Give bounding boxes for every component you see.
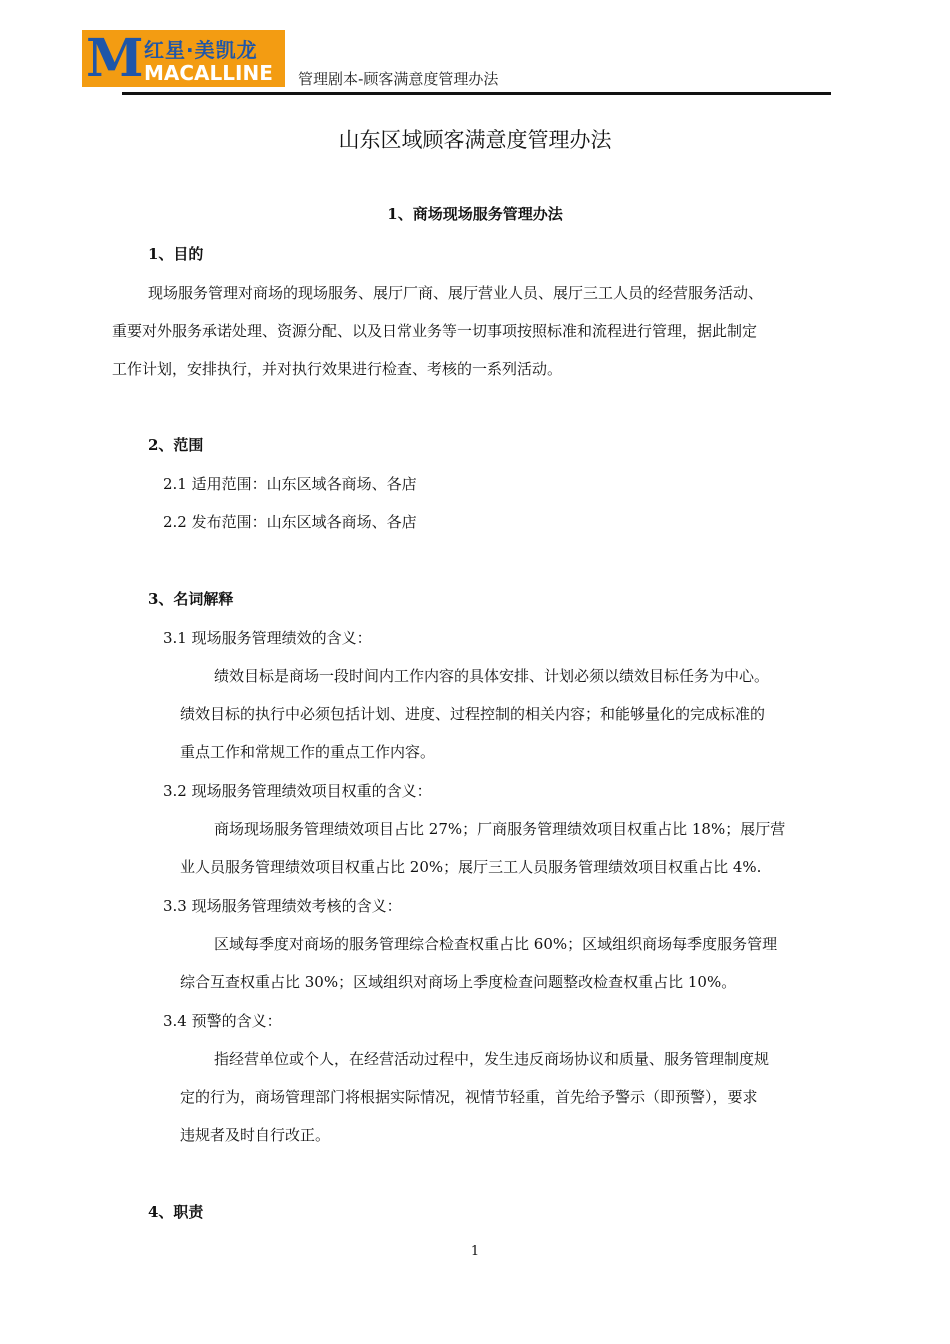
- heading-scope: 2、范围: [148, 436, 204, 454]
- paragraph-line: 绩效目标的执行中必须包括计划、进度、过程控制的相关内容；和能够量化的完成标准的: [180, 705, 766, 723]
- document-title: 山东区域顾客满意度管理办法: [338, 128, 612, 152]
- header-divider: [122, 92, 831, 95]
- logo-chinese-text: 红星·美凯龙: [144, 38, 258, 62]
- definition-title: 3.2 现场服务管理绩效项目权重的含义：: [163, 782, 432, 800]
- paragraph-line: 定的行为，商场管理部门将根据实际情况，视情节轻重，首先给予警示（即预警），要求: [180, 1088, 758, 1106]
- section-title: 1、商场现场服务管理办法: [387, 205, 563, 223]
- logo-english-text: MACALLINE: [144, 61, 273, 85]
- scope-item: 2.1 适用范围：山东区域各商场、各店: [163, 475, 417, 493]
- paragraph-line: 违规者及时自行改正。: [180, 1126, 331, 1144]
- paragraph-line: 重点工作和常规工作的重点工作内容。: [180, 743, 436, 761]
- scope-item: 2.2 发布范围：山东区域各商场、各店: [163, 513, 417, 531]
- paragraph-line: 指经营单位或个人，在经营活动过程中，发生违反商场协议和质量、服务管理制度规: [214, 1050, 770, 1068]
- heading-definitions: 3、名词解释: [148, 590, 234, 608]
- definition-title: 3.4 预警的含义：: [163, 1012, 282, 1030]
- definition-title: 3.1 现场服务管理绩效的含义：: [163, 629, 372, 647]
- logo-mark: M: [86, 30, 144, 87]
- company-logo: [82, 30, 285, 87]
- page-number: 1: [470, 1244, 480, 1259]
- paragraph-line: 区域每季度对商场的服务管理综合检查权重占比 60%；区域组织商场每季度服务管理: [214, 935, 778, 953]
- paragraph-line: 绩效目标是商场一段时间内工作内容的具体安排、计划必须以绩效目标任务为中心。: [214, 667, 770, 685]
- paragraph-line: 重要对外服务承诺处理、资源分配、以及日常业务等一切事项按照标准和流程进行管理，据此制定: [112, 322, 758, 340]
- heading-responsibilities: 4、职责: [148, 1203, 204, 1221]
- paragraph-line: 现场服务管理对商场的现场服务、展厅厂商、展厅营业人员、展厅三工人员的经营服务活动、: [148, 284, 764, 302]
- running-header-title: 管理剧本-顾客满意度管理办法: [298, 70, 499, 88]
- definition-title: 3.3 现场服务管理绩效考核的含义：: [163, 897, 402, 915]
- paragraph-line: 业人员服务管理绩效项目权重占比 20%；展厅三工人员服务管理绩效项目权重占比 4%.: [180, 858, 762, 876]
- paragraph-line: 工作计划，安排执行，并对执行效果进行检查、考核的一系列活动。: [112, 360, 563, 378]
- paragraph-line: 商场现场服务管理绩效项目占比 27%；厂商服务管理绩效项目权重占比 18%；展厅营: [214, 820, 786, 838]
- paragraph-line: 综合互查权重占比 30%；区域组织对商场上季度检查问题整改检查权重占比 10%。: [180, 973, 737, 991]
- heading-purpose: 1、目的: [148, 245, 204, 263]
